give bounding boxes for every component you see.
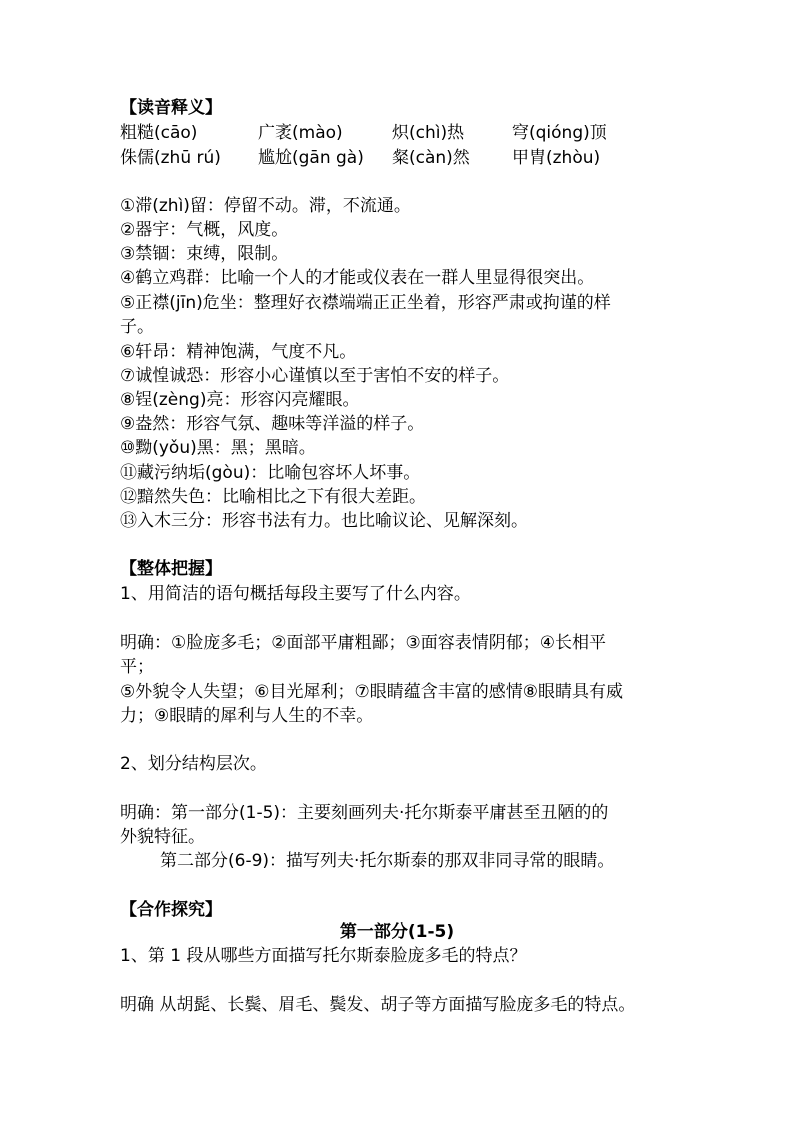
definition-item: ⑥轩昂：精神饱满，气度不凡。 (120, 342, 357, 362)
definition-item: ⑬入木三分：形容书法有力。也比喻议论、见解深刻。 (120, 511, 528, 531)
definition-item: ⑦诚惶诚恐：形容小心谨慎以至于害怕不安的样子。 (120, 366, 510, 386)
definition-item: ⑧锃(zèng)亮：形容闪亮耀眼。 (120, 390, 360, 410)
definition-item: ⑤正襟(jīn)危坐：整理好衣襟端端正正坐着，形容严肃或拘谨的样 (120, 293, 611, 313)
answer-line: 明确 从胡髭、长鬓、眉毛、鬓发、胡子等方面描写脸庞多毛的特点。 (120, 995, 636, 1015)
part-heading: 第一部分(1-5) (339, 922, 455, 942)
definition-item: ④鹤立鸡群：比喻一个人的才能或仪表在一群人里显得很突出。 (120, 268, 595, 288)
section-title-overall: 【整体把握】 (120, 559, 222, 579)
answer-line: 外貌特征。 (120, 827, 205, 847)
question: 1、用简洁的语句概括每段主要写了什么内容。 (120, 584, 471, 604)
definition-item: ⑩黝(yǒu)黑：黑；黑暗。 (120, 438, 316, 458)
pronunciation-item: 粲(càn)然 (392, 148, 470, 168)
pronunciation-item: 广袤(mào) (258, 123, 343, 143)
answer-line: 明确：①脸庞多毛；②面部平庸粗鄙；③面容表情阴郁；④长相平 (120, 633, 606, 653)
definition-item: ①滞(zhì)留：停留不动。滞，不流通。 (120, 196, 411, 216)
pronunciation-item: 尴尬(gān gà) (258, 148, 364, 168)
answer-line: 力；⑨眼睛的犀利与人生的不幸。 (120, 706, 374, 726)
definition-item: ⑪藏污纳垢(gòu)：比喻包容坏人坏事。 (120, 463, 421, 483)
pronunciation-item: 炽(chì)热 (392, 123, 465, 143)
answer-line: 平； (120, 657, 154, 677)
definition-item: 子。 (120, 317, 154, 337)
section-title-reading: 【读音释义】 (120, 98, 222, 118)
pronunciation-item: 侏儒(zhū rú) (120, 148, 221, 168)
question: 1、第 1 段从哪些方面描写托尔斯泰脸庞多毛的特点？ (120, 946, 527, 966)
definition-item: ⑨盎然：形容气氛、趣味等洋溢的样子。 (120, 414, 425, 434)
answer-line: 明确：第一部分(1-5)：主要刻画列夫·托尔斯泰平庸甚至丑陋的的 (120, 803, 609, 823)
section-title-cooperative: 【合作探究】 (120, 900, 222, 920)
pronunciation-item: 粗糙(cāo) (120, 123, 198, 143)
question: 2、划分结构层次。 (120, 754, 267, 774)
definition-item: ②器宇：气概，风度。 (120, 220, 289, 240)
definition-item: ⑫黯然失色：比喻相比之下有很大差距。 (120, 487, 426, 507)
pronunciation-item: 穹(qióng)顶 (512, 123, 607, 143)
answer-line: 第二部分(6-9)：描写列夫·托尔斯泰的那双非同寻常的眼睛。 (160, 851, 615, 871)
definition-item: ③禁锢：束缚，限制。 (120, 244, 289, 264)
pronunciation-item: 甲胄(zhòu) (512, 148, 601, 168)
answer-line: ⑤外貌令人失望；⑥目光犀利；⑦眼睛蕴含丰富的感情⑧眼睛具有威 (120, 682, 623, 702)
